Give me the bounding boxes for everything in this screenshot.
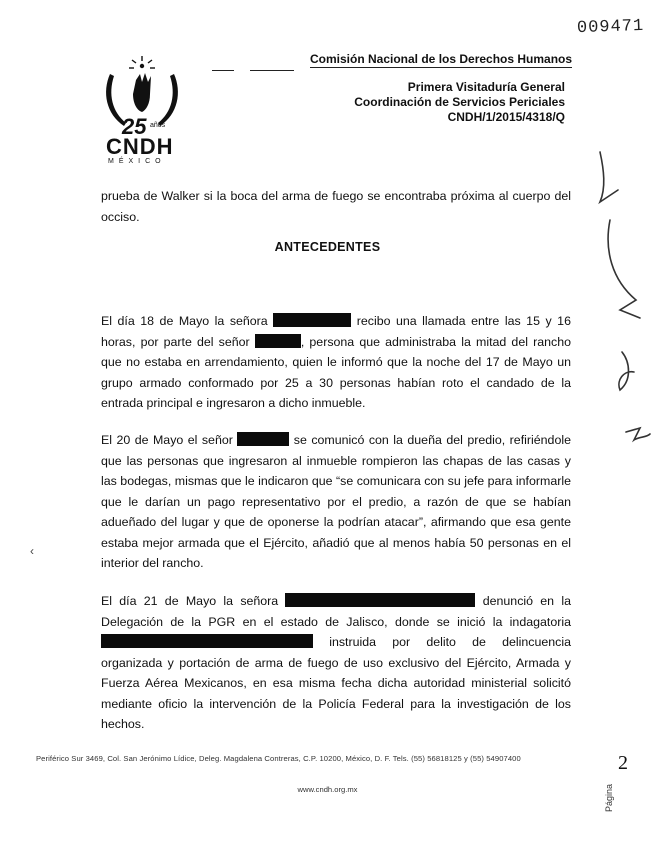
case-number: CNDH/1/2015/4318/Q <box>447 110 565 124</box>
handwritten-margin-marks <box>560 140 655 460</box>
footer-address: Periférico Sur 3469, Col. San Jerónimo Lídice, Deleg. Magdalena Contreras, C.P. 10200, México, D. F. Tels. (55) 56818125 y (55) 54907400 <box>36 754 521 763</box>
logo-25: 25 <box>122 114 147 139</box>
redaction-box <box>285 593 475 607</box>
intro-paragraph: prueba de Walker si la boca del arma de fuego se encontraba próxima al cuerpo del occiso. <box>101 189 571 224</box>
visitaduria: Primera Visitaduría General <box>407 80 565 94</box>
header-rule-2 <box>250 70 294 71</box>
p4-text-c: instruida por delito de delincuencia organizada y portación de arma de fuego de uso exclusivo del Ejército, Armada y Fuerza Aérea Mexicanos, en esa misma fecha dicha autoridad ministerial solicitó mediante oficio la intervención de la Policía Federal para la investigación de los hechos. <box>101 635 571 731</box>
paragraph-may-20 <box>101 430 571 574</box>
cndh-logo <box>96 52 188 172</box>
coordinacion: Coordinación de Servicios Periciales <box>354 95 565 109</box>
redaction-box <box>255 334 301 348</box>
paragraph-may-18 <box>101 311 571 414</box>
paragraph-may-21 <box>101 591 571 735</box>
organization-name: Comisión Nacional de los Derechos Humanos <box>310 52 573 66</box>
p3-text-b: se comunicó con la dueña del predio, refiriéndole que las personas que ingresaron al inmueble rompieron las chapas de las casas y las bodegas, mismas que le indicaron que “se comunicara con su jefe para informarle que le darían un pago representativo por el predio, a razón de que se habían adueñado del lugar y que de oponerse la podrían atacar”, afirmando que esa gente estaba mejor armada que el Ejército, añadió que al menos había 50 personas en el interior del rancho. <box>101 433 571 570</box>
p3-text-a: El 20 de Mayo el señor <box>101 433 233 447</box>
redaction-box <box>237 432 289 446</box>
margin-tick-icon: ‹ <box>30 544 34 558</box>
header-block <box>354 80 565 125</box>
p2-text-c: , persona que administraba la mitad del rancho que no estaba en arrendamiento, quien le informó que la noche del 17 de Mayo un grupo armado conformado por 25 a 30 personas habían roto el candado de la entrada principal e ingresaron a dicho inmueble. <box>101 334 571 410</box>
logo-anos: años <box>150 122 166 129</box>
section-heading: ANTECEDENTES <box>274 240 381 254</box>
p2-text-b: recibo una llamada entre las 15 y 16 horas, por parte del señor <box>101 314 571 349</box>
folio-stamp: 009471 <box>576 16 645 39</box>
redaction-box <box>101 634 313 648</box>
p4-text-b: denunció en la Delegación de la PGR en el estado de Jalisco, donde se inició la indagatoria <box>101 594 571 629</box>
header-rule-1 <box>212 70 234 71</box>
redaction-box <box>273 313 351 327</box>
p4-text-a: El día 21 de Mayo la señora <box>101 594 279 608</box>
footer-website: www.cndh.org.mx <box>297 785 358 794</box>
page-number: 2 <box>618 752 628 774</box>
p2-text-a: El día 18 de Mayo la señora <box>101 314 268 328</box>
page-label: Página <box>604 783 614 812</box>
logo-acronym: CNDH <box>106 134 174 159</box>
logo-country: MÉXICO <box>108 158 166 165</box>
